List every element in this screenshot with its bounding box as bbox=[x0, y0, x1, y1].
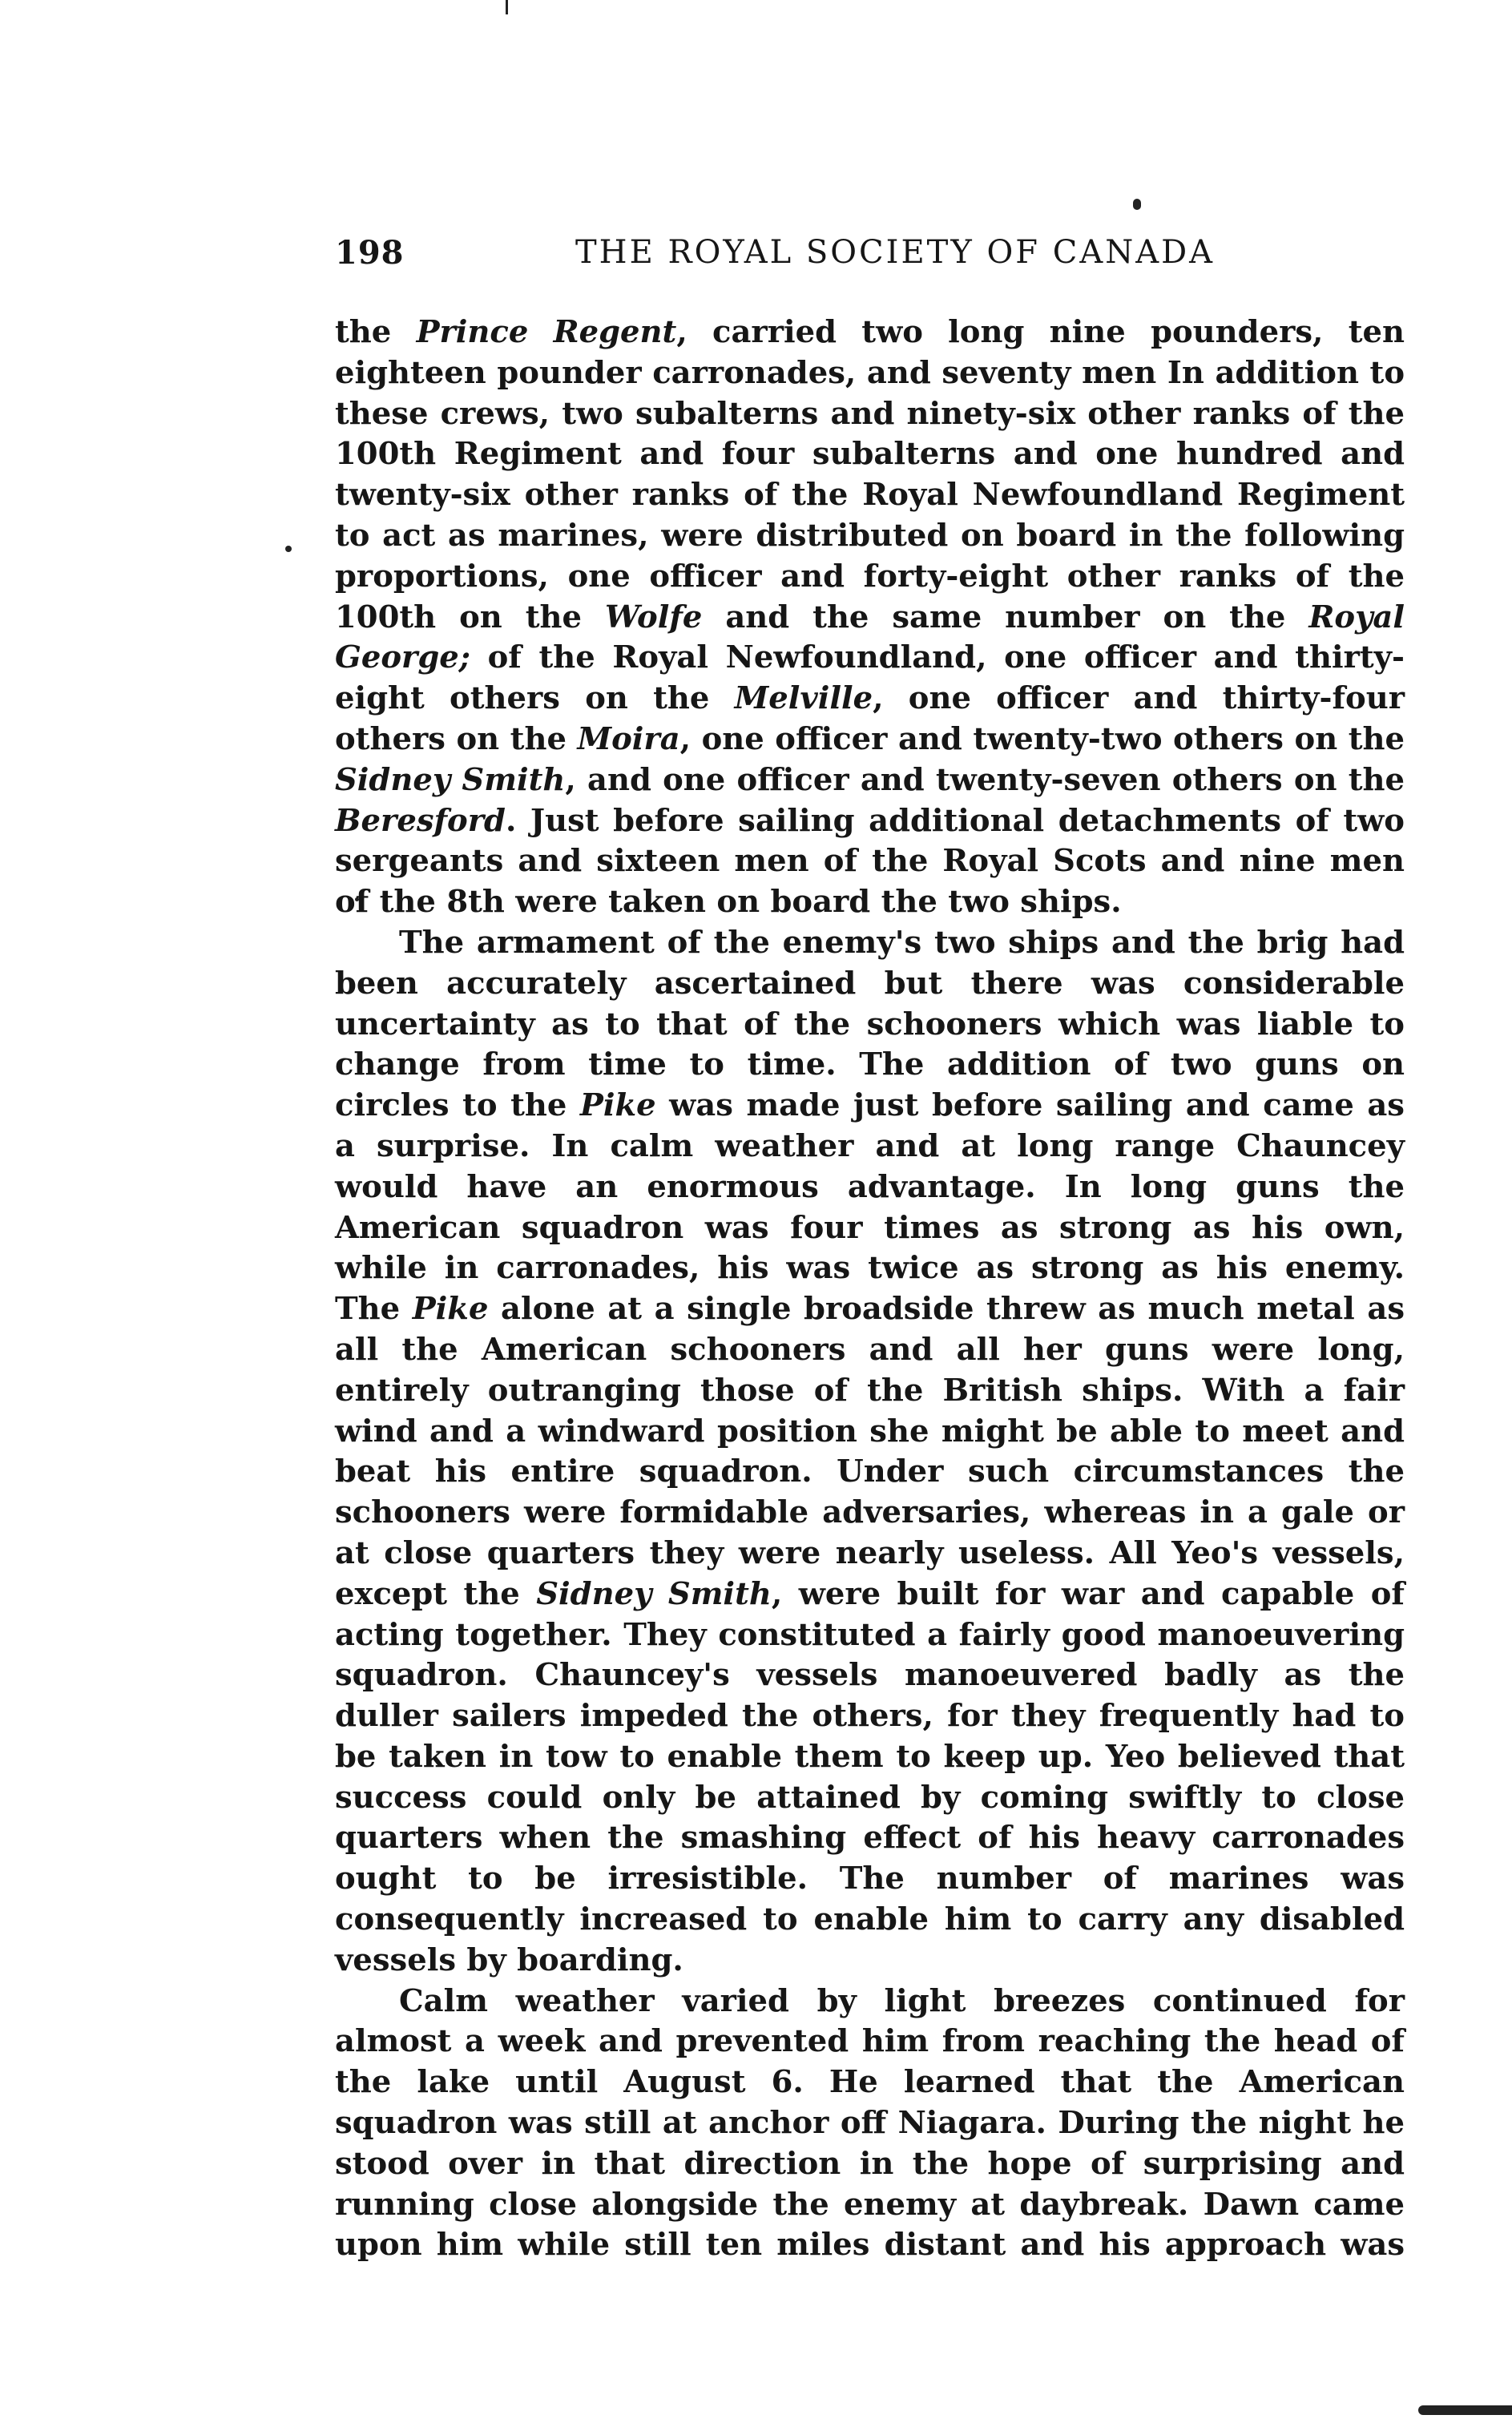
paragraph bbox=[335, 312, 1405, 923]
body-text bbox=[335, 312, 1405, 2266]
running-head: THE ROYAL SOCIETY OF CANADA bbox=[575, 234, 1216, 271]
ship-name: Pike bbox=[412, 1291, 489, 1328]
ship-name: Beresford bbox=[335, 802, 506, 839]
text-run: alone at a single broadside threw as much metal as all the American schooners and all her guns were long, entirely outranging those of the British ships. With a fair wind and a windward position she might be able to meet and beat his entire squadron. Under such circumstances the schooners were formidable adversaries, whereas in a gale or at close quarters they were nearly useless. All Yeo's vessels, except the bbox=[335, 1291, 1405, 1612]
scan-edge-smudge bbox=[1418, 2405, 1512, 2415]
text-run: , and one officer and twenty-seven others on the bbox=[565, 761, 1405, 798]
text-run: . Just before sailing additional detachments of two sergeants and sixteen men of the Royal Scots and nine men of the 8th were taken on board the two ships. bbox=[335, 802, 1405, 921]
ship-name: Royal George; bbox=[335, 599, 1405, 676]
paragraph bbox=[335, 1982, 1405, 2267]
text-run: Calm weather varied by light breezes continued for almost a week and prevented him from reaching the head of the lake until August 6. He learned that the American squadron was still at anchor off Niagara. During the night he stood over in that direction in the hope of surprising and running close alongside the enemy at daybreak. Dawn came upon him while still ten miles distant and his approach was bbox=[335, 1982, 1405, 2264]
ship-name: Melville bbox=[734, 680, 873, 717]
ship-name: Sidney Smith bbox=[335, 761, 566, 798]
text-run: of the Royal Newfoundland, one officer and thirty-eight others on the bbox=[335, 639, 1405, 717]
ink-speck bbox=[285, 546, 292, 552]
ink-speck bbox=[1133, 199, 1141, 210]
paragraph bbox=[335, 923, 1405, 1982]
ship-name: Pike bbox=[579, 1087, 656, 1124]
text-run: , carried two long nine pounders, ten eighteen pounder carronades, and seventy men In addition to these crews, two subalterns and ninety-six other ranks of the 100th Regiment and four subalterns and one hundred and twenty-six other ranks of the Royal Newfoundland Regiment to act as marines, were distributed on board in the following proportions, one officer and forty-eight other ranks of the 100th on the bbox=[335, 314, 1405, 635]
text-run: and the same number on the bbox=[702, 599, 1309, 635]
text-run: was made just before sailing and came as a surprise. In calm weather and at long range Chauncey would have an enormous advantage. In long guns the American squadron was four times as strong as his own, while in carronades, his was twice as strong as his enemy. The bbox=[335, 1087, 1405, 1328]
text-run: The armament of the enemy's two ships and the brig had been accurately ascertained but there was considerable uncertainty as to that of the schooners which was liable to change from time to time. The addition of two guns on circles to the bbox=[335, 924, 1405, 1124]
scan-mark bbox=[506, 0, 508, 14]
page-number: 198 bbox=[335, 234, 405, 272]
text-run: the bbox=[335, 314, 417, 350]
ship-name: Wolfe bbox=[604, 599, 703, 635]
ship-name: Prince Regent bbox=[416, 314, 677, 350]
text-run: , one officer and twenty-two others on the bbox=[679, 720, 1405, 757]
text-run: , one officer and thirty-four others on the bbox=[335, 680, 1405, 757]
page-header bbox=[335, 234, 1449, 282]
text-run: , were built for war and capable of acting together. They constituted a fairly good manoeuvering squadron. Chauncey's vessels manoeuvered badly as the duller sailers impeded the others, for they frequently had to be taken in tow to enable them to keep up. Yeo believed that success could only be attained by coming swiftly to close quarters when the smashing effect of his heavy carronades ought to be irresistible. The number of marines was consequently increased to enable him to carry any disabled vessels by boarding. bbox=[335, 1575, 1405, 1978]
ship-name: Moira bbox=[577, 720, 680, 757]
ship-name: Sidney Smith bbox=[536, 1575, 772, 1612]
